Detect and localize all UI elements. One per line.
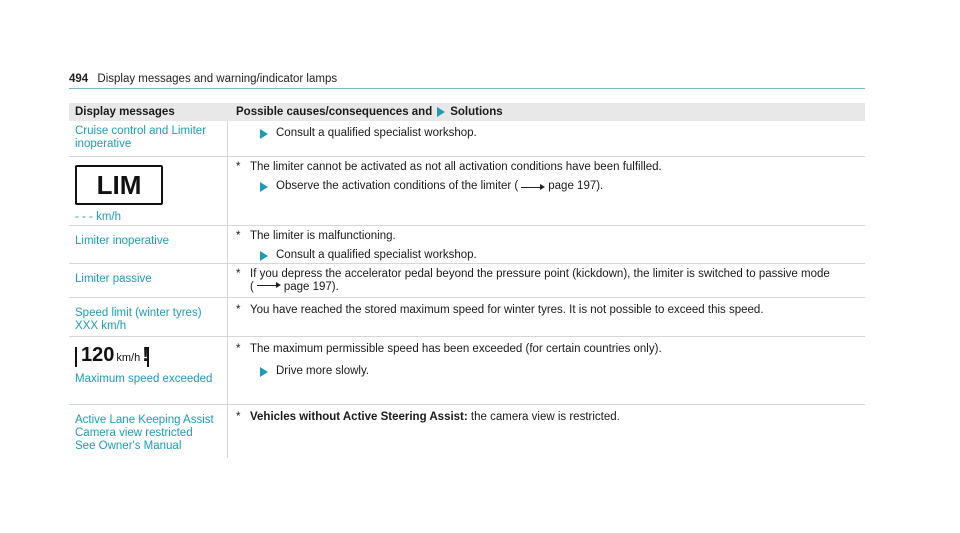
cause-line: * The maximum permissible speed has been exceeded (for certain countries only).: [236, 343, 662, 355]
cause-text: the camera view is restricted.: [467, 411, 620, 423]
display-message: Camera view restricted: [75, 427, 193, 439]
display-message: Speed limit (winter tyres): [75, 307, 202, 319]
table-row: [69, 264, 865, 298]
cause-line: [236, 281, 857, 294]
solution-step: [236, 180, 857, 193]
solution-text: Drive more slowly.: [276, 365, 370, 377]
col-header-causes: [228, 106, 865, 118]
cause-text: The limiter is malfunctioning.: [250, 230, 396, 242]
display-message: Limiter inoperative: [69, 226, 228, 263]
page-reference-link[interactable]: page 197).: [548, 180, 604, 192]
max-speed-icon-excl: !: [142, 344, 149, 366]
page-reference-link[interactable]: page 197).: [283, 281, 339, 293]
max-speed-icon: [75, 344, 149, 367]
display-message: Cruise control and Limiter inoperative: [69, 121, 228, 156]
solution-text: Consult a qualified specialist workshop.: [276, 249, 477, 261]
table-row: [69, 157, 865, 226]
page-number: 494: [69, 73, 89, 85]
cause-text: If you depress the accelerator pedal beyond the pressure point (kickdown), the limiter is switched to passive mode: [250, 268, 830, 280]
display-message: Active Lane Keeping Assist: [75, 414, 214, 426]
display-message-cell: [69, 337, 228, 404]
cause-text: You have reached the stored maximum speed for winter tyres. It is not possible to exceed this speed.: [250, 304, 764, 316]
display-message-cell: [69, 298, 228, 336]
col-header-solutions-label: Solutions: [450, 106, 503, 118]
max-speed-icon-unit: km/h: [116, 352, 141, 364]
table-header: [69, 103, 865, 121]
display-message-cell: [69, 405, 228, 458]
page-title: Display messages and warning/indicator lamps: [97, 73, 338, 85]
display-message: See Owner's Manual: [75, 440, 182, 452]
cause-line: * The limiter is malfunctioning.: [236, 230, 396, 242]
cause-cell: [228, 264, 865, 297]
page-reference-arrow-icon: [521, 183, 545, 191]
solution-text: Consult a qualified specialist workshop.: [276, 127, 477, 139]
display-message: - - - km/h: [75, 211, 121, 223]
solution-text: Observe the activation conditions of the limiter (: [276, 180, 519, 192]
max-speed-icon-number: 120: [81, 344, 115, 366]
solution-step: [236, 249, 857, 262]
display-message-cell: [69, 157, 228, 225]
cause-line: * You have reached the stored maximum speed for winter tyres. It is not possible to exceed this speed.: [236, 304, 764, 316]
action-arrow-icon: [260, 367, 268, 377]
cause-text: (: [250, 281, 254, 293]
display-message: Limiter passive: [69, 264, 228, 297]
cause-text: The maximum permissible speed has been exceeded (for certain countries only).: [250, 343, 662, 355]
display-message: Maximum speed exceeded: [75, 373, 213, 385]
table-row: [69, 337, 865, 405]
cause-cell: [228, 226, 865, 263]
page-reference-arrow-icon: [257, 281, 281, 289]
cause-line: * Vehicles without Active Steering Assist: the camera view is restricted.: [236, 411, 620, 423]
cause-cell: [228, 337, 865, 404]
table-row: [69, 298, 865, 337]
cause-cell: [228, 121, 865, 156]
cause-cell: [228, 405, 865, 458]
display-message: XXX km/h: [75, 320, 127, 332]
action-arrow-icon: [260, 129, 268, 139]
cause-cell: [228, 298, 865, 336]
table-row: [69, 121, 865, 157]
header-divider: [69, 88, 865, 89]
table-row: [69, 226, 865, 264]
page-header: [69, 73, 337, 85]
action-arrow-icon: [260, 251, 268, 261]
action-arrow-icon: [437, 107, 445, 117]
solution-step: [236, 127, 857, 140]
cause-line: * If you depress the accelerator pedal beyond the pressure point (kickdown), the limiter is switched to passive mode: [236, 268, 830, 280]
col-header-messages: Display messages: [75, 106, 175, 118]
messages-table: [69, 103, 865, 458]
cause-cell: [228, 157, 865, 225]
action-arrow-icon: [260, 182, 268, 192]
limiter-lim-icon-text: LIM: [96, 169, 142, 200]
table-row: [69, 405, 865, 458]
limiter-lim-icon: [75, 165, 163, 205]
col-header-causes-label: Possible causes/consequences and: [236, 106, 433, 118]
solution-step: [236, 365, 857, 378]
cause-condition: Vehicles without Active Steering Assist:: [250, 411, 468, 423]
cause-line: * The limiter cannot be activated as not all activation conditions have been fulfilled.: [236, 161, 662, 173]
cause-text: The limiter cannot be activated as not all activation conditions have been fulfilled.: [250, 161, 662, 173]
